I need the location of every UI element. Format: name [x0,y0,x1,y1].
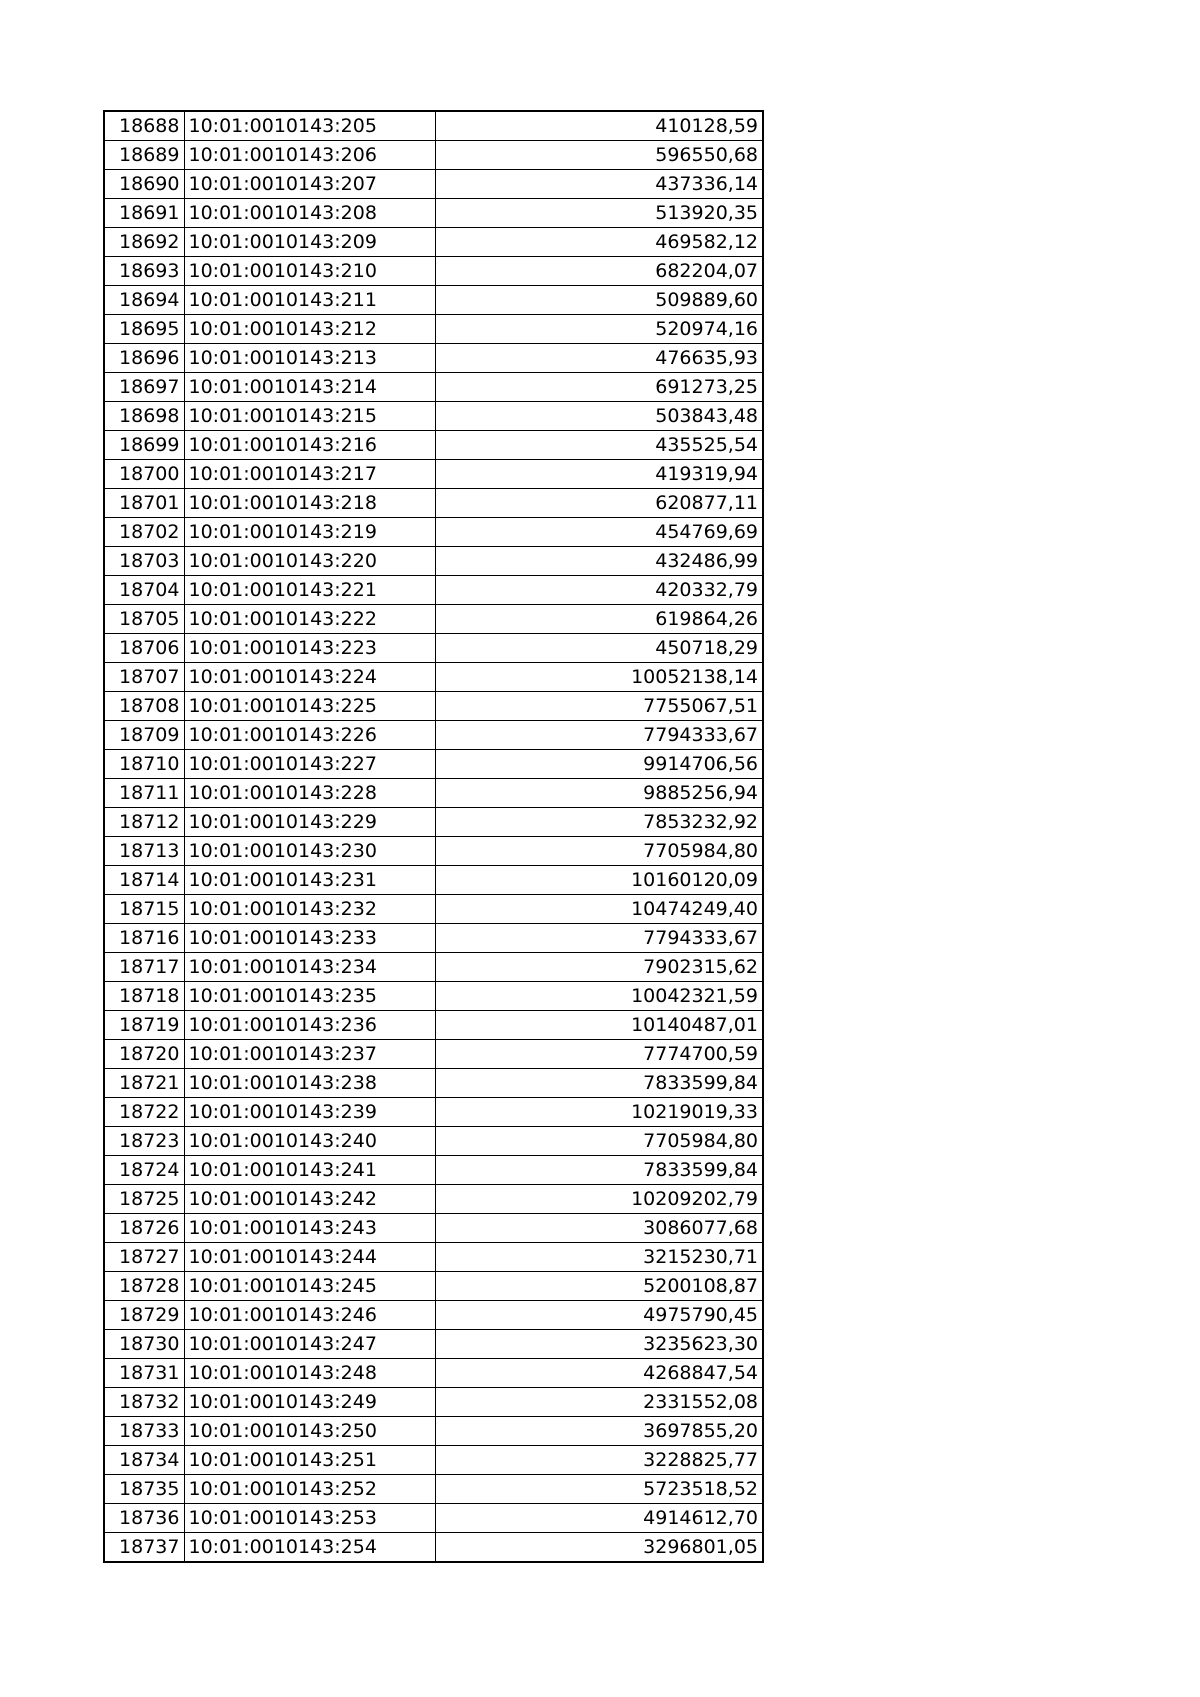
value-cell: 7902315,62 [435,953,763,982]
table-row [104,1156,763,1185]
table-row [104,228,763,257]
cadastral-number-cell: 10:01:0010143:240 [184,1127,435,1156]
row-number-cell: 18706 [104,634,184,663]
cadastral-number-cell: 10:01:0010143:209 [184,228,435,257]
table-row [104,1533,763,1563]
row-number-cell: 18689 [104,141,184,170]
table-row [104,141,763,170]
cadastral-number-cell: 10:01:0010143:213 [184,344,435,373]
cadastral-number-cell: 10:01:0010143:207 [184,170,435,199]
cadastral-number-cell: 10:01:0010143:233 [184,924,435,953]
cadastral-number-cell: 10:01:0010143:237 [184,1040,435,1069]
value-cell: 503843,48 [435,402,763,431]
row-number-cell: 18700 [104,460,184,489]
cadastral-number-cell: 10:01:0010143:244 [184,1243,435,1272]
value-cell: 420332,79 [435,576,763,605]
value-cell: 520974,16 [435,315,763,344]
value-cell: 682204,07 [435,257,763,286]
cadastral-number-cell: 10:01:0010143:239 [184,1098,435,1127]
cadastral-number-cell: 10:01:0010143:250 [184,1417,435,1446]
value-cell: 410128,59 [435,111,763,141]
table-row [104,1069,763,1098]
cadastral-number-cell: 10:01:0010143:243 [184,1214,435,1243]
value-cell: 10209202,79 [435,1185,763,1214]
value-cell: 9914706,56 [435,750,763,779]
value-cell: 5200108,87 [435,1272,763,1301]
value-cell: 3228825,77 [435,1446,763,1475]
cadastral-number-cell: 10:01:0010143:241 [184,1156,435,1185]
cadastral-number-cell: 10:01:0010143:225 [184,692,435,721]
value-cell: 5723518,52 [435,1475,763,1504]
value-cell: 4914612,70 [435,1504,763,1533]
cadastral-number-cell: 10:01:0010143:218 [184,489,435,518]
cadastral-number-cell: 10:01:0010143:247 [184,1330,435,1359]
table-row [104,1301,763,1330]
cadastral-number-cell: 10:01:0010143:235 [184,982,435,1011]
value-cell: 10052138,14 [435,663,763,692]
table-row [104,373,763,402]
row-number-cell: 18707 [104,663,184,692]
row-number-cell: 18704 [104,576,184,605]
table-row [104,170,763,199]
table-row [104,866,763,895]
table-row [104,1330,763,1359]
table-row [104,895,763,924]
table-row [104,808,763,837]
value-cell: 435525,54 [435,431,763,460]
table-row [104,1098,763,1127]
value-cell: 10042321,59 [435,982,763,1011]
cadastral-number-cell: 10:01:0010143:249 [184,1388,435,1417]
table-row [104,111,763,141]
table-body [104,111,763,1562]
value-cell: 3215230,71 [435,1243,763,1272]
row-number-cell: 18723 [104,1127,184,1156]
table-row [104,924,763,953]
table-row [104,692,763,721]
row-number-cell: 18715 [104,895,184,924]
cadastral-number-cell: 10:01:0010143:211 [184,286,435,315]
row-number-cell: 18713 [104,837,184,866]
value-cell: 4975790,45 [435,1301,763,1330]
value-cell: 454769,69 [435,518,763,547]
cadastral-number-cell: 10:01:0010143:231 [184,866,435,895]
cadastral-number-cell: 10:01:0010143:232 [184,895,435,924]
cadastral-number-cell: 10:01:0010143:238 [184,1069,435,1098]
cadastral-number-cell: 10:01:0010143:226 [184,721,435,750]
value-cell: 7705984,80 [435,1127,763,1156]
value-cell: 620877,11 [435,489,763,518]
table-row [104,1504,763,1533]
row-number-cell: 18702 [104,518,184,547]
value-cell: 10140487,01 [435,1011,763,1040]
table-row [104,286,763,315]
row-number-cell: 18728 [104,1272,184,1301]
table-row [104,634,763,663]
row-number-cell: 18709 [104,721,184,750]
cadastral-number-cell: 10:01:0010143:254 [184,1533,435,1563]
row-number-cell: 18736 [104,1504,184,1533]
cadastral-number-cell: 10:01:0010143:208 [184,199,435,228]
table-row [104,460,763,489]
row-number-cell: 18725 [104,1185,184,1214]
cadastral-number-cell: 10:01:0010143:223 [184,634,435,663]
value-cell: 7774700,59 [435,1040,763,1069]
row-number-cell: 18710 [104,750,184,779]
table-row [104,1214,763,1243]
value-cell: 7794333,67 [435,924,763,953]
value-cell: 432486,99 [435,547,763,576]
table-row [104,1185,763,1214]
row-number-cell: 18734 [104,1446,184,1475]
value-cell: 7755067,51 [435,692,763,721]
value-cell: 3296801,05 [435,1533,763,1563]
cadastral-number-cell: 10:01:0010143:217 [184,460,435,489]
value-cell: 10160120,09 [435,866,763,895]
value-cell: 4268847,54 [435,1359,763,1388]
table-row [104,1243,763,1272]
row-number-cell: 18719 [104,1011,184,1040]
cadastral-number-cell: 10:01:0010143:215 [184,402,435,431]
table-row [104,344,763,373]
table-row [104,1388,763,1417]
value-cell: 7853232,92 [435,808,763,837]
value-cell: 3086077,68 [435,1214,763,1243]
value-cell: 10219019,33 [435,1098,763,1127]
table-row [104,518,763,547]
table-row [104,431,763,460]
table-row [104,721,763,750]
cadastral-number-cell: 10:01:0010143:222 [184,605,435,634]
value-cell: 7705984,80 [435,837,763,866]
row-number-cell: 18693 [104,257,184,286]
cadastral-number-cell: 10:01:0010143:205 [184,111,435,141]
table-row [104,953,763,982]
table-row [104,1475,763,1504]
cadastral-number-cell: 10:01:0010143:246 [184,1301,435,1330]
row-number-cell: 18720 [104,1040,184,1069]
cadastral-number-cell: 10:01:0010143:242 [184,1185,435,1214]
row-number-cell: 18695 [104,315,184,344]
row-number-cell: 18737 [104,1533,184,1563]
value-cell: 476635,93 [435,344,763,373]
row-number-cell: 18729 [104,1301,184,1330]
value-cell: 7833599,84 [435,1156,763,1185]
table-row [104,663,763,692]
row-number-cell: 18691 [104,199,184,228]
cadastral-number-cell: 10:01:0010143:221 [184,576,435,605]
row-number-cell: 18730 [104,1330,184,1359]
table-row [104,257,763,286]
row-number-cell: 18716 [104,924,184,953]
cadastral-number-cell: 10:01:0010143:236 [184,1011,435,1040]
cadastral-number-cell: 10:01:0010143:248 [184,1359,435,1388]
table-row [104,1272,763,1301]
cadastral-number-cell: 10:01:0010143:230 [184,837,435,866]
row-number-cell: 18705 [104,605,184,634]
table-row [104,779,763,808]
row-number-cell: 18712 [104,808,184,837]
value-cell: 9885256,94 [435,779,763,808]
value-cell: 437336,14 [435,170,763,199]
cadastral-number-cell: 10:01:0010143:210 [184,257,435,286]
table-row [104,199,763,228]
value-cell: 619864,26 [435,605,763,634]
table-row [104,489,763,518]
row-number-cell: 18724 [104,1156,184,1185]
row-number-cell: 18727 [104,1243,184,1272]
row-number-cell: 18731 [104,1359,184,1388]
table-row [104,1127,763,1156]
row-number-cell: 18698 [104,402,184,431]
row-number-cell: 18714 [104,866,184,895]
cadastral-number-cell: 10:01:0010143:216 [184,431,435,460]
cadastral-number-cell: 10:01:0010143:220 [184,547,435,576]
table-row [104,315,763,344]
row-number-cell: 18694 [104,286,184,315]
table-row [104,1359,763,1388]
row-number-cell: 18726 [104,1214,184,1243]
row-number-cell: 18690 [104,170,184,199]
row-number-cell: 18688 [104,111,184,141]
table-row [104,1446,763,1475]
value-cell: 7833599,84 [435,1069,763,1098]
row-number-cell: 18732 [104,1388,184,1417]
table-row [104,750,763,779]
row-number-cell: 18699 [104,431,184,460]
value-cell: 509889,60 [435,286,763,315]
value-cell: 419319,94 [435,460,763,489]
row-number-cell: 18733 [104,1417,184,1446]
value-cell: 7794333,67 [435,721,763,750]
cadastral-number-cell: 10:01:0010143:224 [184,663,435,692]
row-number-cell: 18697 [104,373,184,402]
value-cell: 513920,35 [435,199,763,228]
cadastral-number-cell: 10:01:0010143:253 [184,1504,435,1533]
row-number-cell: 18703 [104,547,184,576]
cadastral-number-cell: 10:01:0010143:252 [184,1475,435,1504]
cadastral-number-cell: 10:01:0010143:227 [184,750,435,779]
value-cell: 3235623,30 [435,1330,763,1359]
cadastral-number-cell: 10:01:0010143:219 [184,518,435,547]
cadastral-number-cell: 10:01:0010143:229 [184,808,435,837]
value-cell: 469582,12 [435,228,763,257]
cadastral-number-cell: 10:01:0010143:212 [184,315,435,344]
value-cell: 596550,68 [435,141,763,170]
row-number-cell: 18708 [104,692,184,721]
table-row [104,1011,763,1040]
cadastral-number-cell: 10:01:0010143:234 [184,953,435,982]
table-row [104,402,763,431]
cadastral-number-cell: 10:01:0010143:228 [184,779,435,808]
value-cell: 450718,29 [435,634,763,663]
table-row [104,605,763,634]
row-number-cell: 18701 [104,489,184,518]
row-number-cell: 18711 [104,779,184,808]
row-number-cell: 18718 [104,982,184,1011]
value-cell: 3697855,20 [435,1417,763,1446]
table-row [104,576,763,605]
row-number-cell: 18692 [104,228,184,257]
value-cell: 2331552,08 [435,1388,763,1417]
table-row [104,837,763,866]
table-row [104,1040,763,1069]
value-cell: 10474249,40 [435,895,763,924]
table-row [104,982,763,1011]
row-number-cell: 18722 [104,1098,184,1127]
cadastral-number-cell: 10:01:0010143:251 [184,1446,435,1475]
cadastral-number-cell: 10:01:0010143:206 [184,141,435,170]
cadastral-value-table [103,110,764,1563]
cadastral-number-cell: 10:01:0010143:214 [184,373,435,402]
cadastral-number-cell: 10:01:0010143:245 [184,1272,435,1301]
row-number-cell: 18735 [104,1475,184,1504]
row-number-cell: 18717 [104,953,184,982]
value-cell: 691273,25 [435,373,763,402]
row-number-cell: 18721 [104,1069,184,1098]
table-row [104,1417,763,1446]
row-number-cell: 18696 [104,344,184,373]
table-row [104,547,763,576]
